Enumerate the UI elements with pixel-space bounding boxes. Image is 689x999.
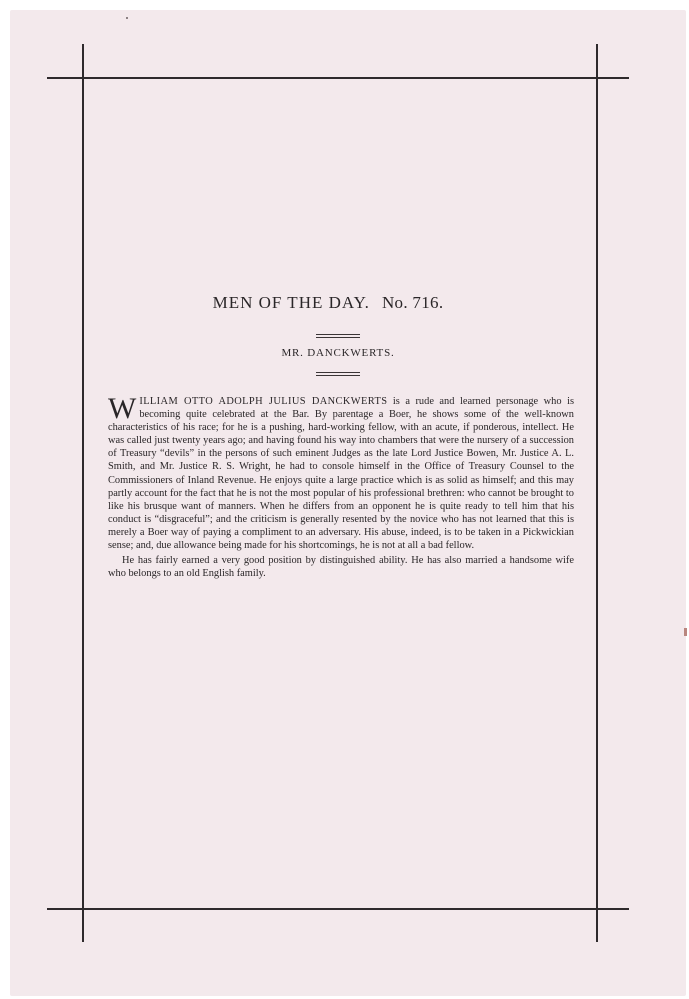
frame-left-rule bbox=[82, 44, 84, 942]
page-title bbox=[110, 293, 546, 313]
drop-cap: W bbox=[108, 392, 137, 425]
lead-caps: ILLIAM OTTO ADOLPH JULIUS DANCKWERTS bbox=[139, 396, 388, 407]
frame-top-rule bbox=[47, 77, 629, 79]
frame-bottom-rule bbox=[47, 908, 629, 910]
frame-right-rule bbox=[596, 44, 598, 942]
edge-stain bbox=[684, 628, 687, 636]
subject-name: MR. DANCKWERTS. bbox=[281, 347, 395, 359]
ink-speck bbox=[126, 17, 128, 19]
series-title: MEN OF THE DAY. bbox=[212, 293, 370, 312]
paragraph-1-text: is a rude and learned personage who is becoming quite celebrated at the Bar. By parentage a Boer, he shows some of the well-known characteristics of his race; for he is a pushing, hard-working fellow, with an acute, if ponderous, intellect. He was called just twenty years ago; and having found his way into chambers that were the nursery of a succession of Treasury “devils” in the persons of such eminent Judges as the late Lord Justice Bowen, Mr. Justice A. L. Smith, and Mr. Justice R. S. Wright, he had to console himself in the Office of Treasury Counsel to the Commissioners of Inland Revenue. He enjoys quite a large practice which is as solid as himself; and this may partly account for the fact that he is not the most popular of his professional brethren: who cannot be brought to like his brusque want of manners. When he differs from an opponent he is quite ready to tell him that his conduct is “disgraceful”; and the criticism is generally resented by the novice who has not learned that this is merely a Boer way of paying a compliment to an adversary. His abuse, indeed, is to be taken in a Pickwickian sense; and, due allowance being made for his shortcomings, he is not at all a bad fellow. bbox=[108, 396, 575, 552]
title-divider bbox=[316, 334, 360, 338]
subject-divider bbox=[316, 372, 360, 376]
article-body bbox=[108, 392, 575, 580]
article-paragraph-2: He has fairly earned a very good position by distinguished ability. He has also married a handsome wife who belongs to an old English family. bbox=[108, 555, 574, 580]
article-paragraph-1 bbox=[108, 392, 575, 552]
issue-number: No. 716. bbox=[381, 293, 444, 312]
